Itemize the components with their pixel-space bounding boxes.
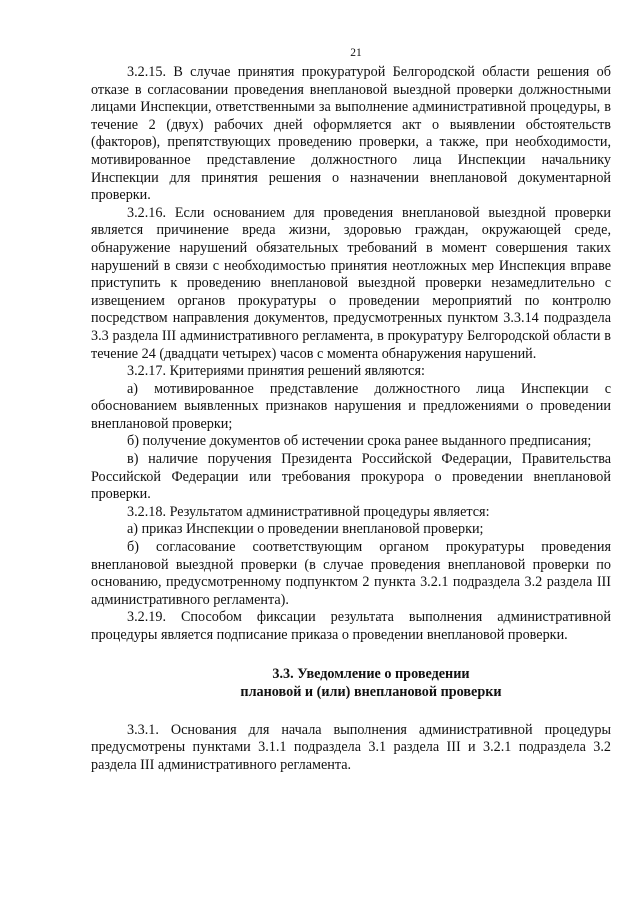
paragraph-3-2-17-v: в) наличие поручения Президента Российской Федерации, Правительства Российской Федерации или требования прокурора о проведении внеплановой проверки.: [91, 451, 611, 503]
section-heading-line-2: плановой и (или) внеплановой проверки: [240, 684, 502, 701]
spacer: [91, 702, 611, 722]
paragraph-3-2-18-b: б) согласование соответствующим органом прокуратуры проведения внеплановой выездной проверки (в случае проведения внеплановой проверки по основанию, предусмотренному подпунктом 2 пункта 3.2.1 подраздела 3.2 раздела III административного регламента).: [91, 539, 611, 608]
section-heading-line-1: 3.3. Уведомление о проведении: [272, 665, 470, 682]
spacer: [91, 645, 611, 665]
paragraph-3-2-17-b: б) получение документов об истечении срока ранее выданного предписания;: [127, 433, 592, 450]
document-page: [91, 46, 611, 774]
paragraph-3-2-17-a: а) мотивированное представление должностного лица Инспекции с обоснованием выявленных признаков нарушения и предложениями о проведении внеплановой проверки;: [91, 380, 611, 432]
paragraph-3-2-18: 3.2.18. Результатом административной процедуры является:: [127, 503, 490, 520]
paragraph-3-2-19: 3.2.19. Способом фиксации результата выполнения административной процедуры является подписание приказа о проведении внеплановой проверки.: [91, 609, 611, 643]
paragraph-3-2-16: 3.2.16. Если основанием для проведения внеплановой выездной проверки является причинение вреда жизни, здоровью граждан, окружающей среде, обнаружение нарушений обязательных требований в момент совершения таких нарушений в связи с необходимостью принятия неотложных мер Инспекция вправе приступить к проведению внеплановой выездной проверки незамедлительно с извещением органов прокуратуры о проведении мероприятий по контролю посредством направления документов, предусмотренных пунктом 3.3.14 подраздела 3.3 раздела III административного регламента, в прокуратуру Белгородской области в течение 24 (двадцати четырех) часов с момента обнаружения нарушений.: [91, 204, 611, 362]
paragraph-3-2-17: 3.2.17. Критериями принятия решений являются:: [127, 363, 425, 380]
paragraph-3-2-15: 3.2.15. В случае принятия прокуратурой Белгородской области решения об отказе в согласовании проведения внеплановой выездной проверки должностными лицами Инспекции, ответственными за выполнение административной процедуры, в течение 2 (двух) рабочих дней оформляется акт о выявлении обстоятельств (факторов), препятствующих проведению проверки, а также, при необходимости, мотивированное представление должностного лица Инспекции начальнику Инспекции для принятия решения о назначении внеплановой документарной проверки.: [91, 64, 611, 204]
paragraph-3-3-1: 3.3.1. Основания для начала выполнения административной процедуры предусмотрены пунктами 3.1.1 подраздела 3.1 раздела III и 3.2.1 подраздела 3.2 раздела III административного регламента.: [91, 721, 611, 773]
paragraph-3-2-18-a: а) приказ Инспекции о проведении внеплановой проверки;: [127, 521, 484, 538]
page-number: 21: [350, 47, 362, 59]
